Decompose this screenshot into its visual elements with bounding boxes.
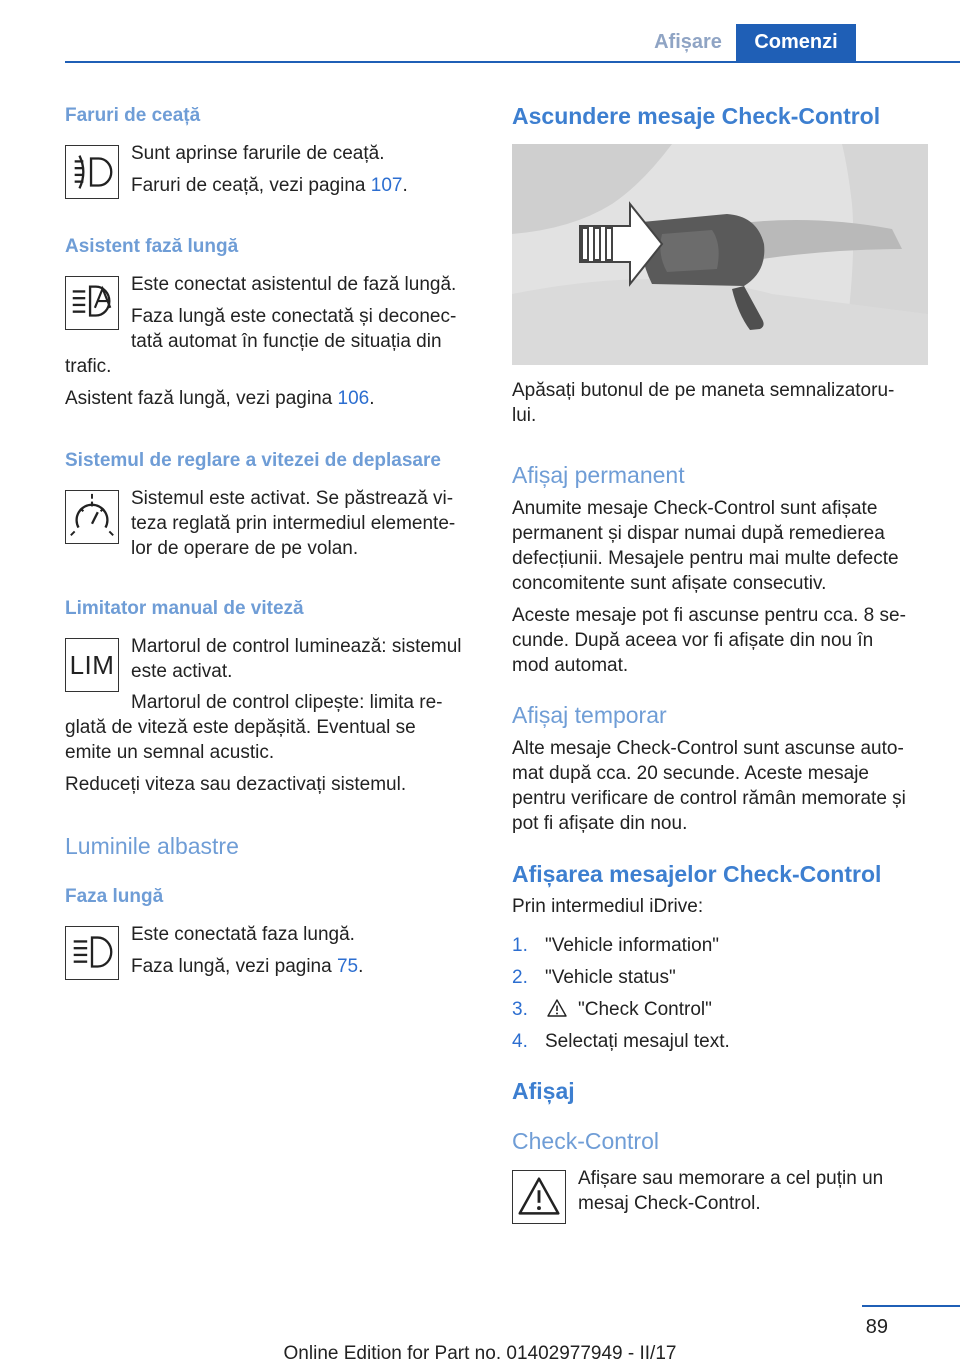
permanent-p1a: Anumite mesaje Check-Control sunt afișate (512, 498, 878, 519)
lim-icon (65, 638, 119, 692)
limiter-line1b: este activat. (131, 661, 233, 682)
limiter-line2b: glată de viteză este depășită. Eventual se (65, 717, 416, 738)
temporary-heading: Afișaj temporar (512, 702, 667, 728)
fog-page-link[interactable]: 107 (370, 175, 403, 196)
limiter-line2a: Martorul de control clipește: limita re- (131, 692, 443, 713)
cruise-line1b: teza reglată prin intermediul elemente- (131, 513, 456, 534)
hide-messages-heading: Ascundere mesaje Check-Control (512, 103, 881, 129)
check-control-heading: Check-Control (512, 1128, 659, 1154)
header-rule (65, 61, 960, 63)
temporary-p1d: pot fi afișate din nou. (512, 813, 688, 834)
edition-footer: Online Edition for Part no. 01402977949 - II/17 (283, 1343, 677, 1364)
highbeam-assist-line2c: trafic. (65, 356, 112, 377)
permanent-p1b: permanent și dispar numai după remedierea (512, 523, 885, 544)
temporary-p1b: mat după cca. 20 secunde. Aceste mesaje (512, 763, 869, 784)
step-3-number: 3. (512, 999, 528, 1020)
highbeam-page-link[interactable]: 75 (336, 956, 359, 977)
temporary-p1c: pentru verificare de control rămân memorate și (512, 788, 906, 809)
permanent-heading: Afișaj permanent (512, 462, 685, 488)
limiter-line2c: emite un semnal acustic. (65, 742, 275, 763)
permanent-p2b: cunde. După aceea vor fi afișate din nou în (512, 630, 874, 651)
fog-light-icon (65, 145, 119, 199)
check-control-warning-icon (512, 1170, 566, 1224)
lim-icon-text: LIM (69, 649, 115, 680)
temporary-p1a: Alte mesaje Check-Control sunt ascunse auto- (512, 738, 904, 759)
footer-rule (862, 1305, 960, 1307)
cruise-control-icon (65, 490, 119, 544)
blue-lights-heading: Luminile albastre (65, 833, 239, 859)
turn-signal-lever-photo (512, 144, 928, 365)
highbeam-assist-line2b: tată automat în funcție de situația din (131, 331, 442, 352)
highbeam-line2: Faza lungă, vezi pagina 75. (131, 956, 364, 977)
warning-triangle-icon (547, 998, 567, 1018)
tab-afisare[interactable]: Afișare (654, 31, 722, 53)
step-2-text: "Vehicle status" (545, 967, 676, 988)
highbeam-assist-page-link[interactable]: 106 (337, 388, 370, 409)
page-number: 89 (865, 1316, 888, 1338)
highbeam-heading: Faza lungă (65, 886, 164, 907)
step-4-text: Selectați mesajul text. (545, 1031, 730, 1052)
fog-line2: Faruri de ceață, vezi pagina 107. (131, 175, 408, 196)
step-2-number: 2. (512, 967, 528, 988)
cruise-line1c: lor de operare de pe volan. (131, 538, 359, 559)
step-3-text: "Check Control" (578, 999, 712, 1020)
highbeam-assist-line3: Asistent fază lungă, vezi pagina 106. (65, 388, 375, 409)
fog-heading: Faruri de ceață (65, 105, 201, 126)
cruise-line1a: Sistemul este activat. Se păstrează vi- (131, 488, 454, 509)
highbeam-line1: Este conectată faza lungă. (131, 924, 355, 945)
highbeam-assist-icon (65, 276, 119, 330)
step-1-text: "Vehicle information" (545, 935, 720, 956)
highbeam-assist-line2a: Faza lungă este conectată și deconec- (131, 306, 457, 327)
hide-caption-a: Apăsați butonul de pe maneta semnalizatoru- (512, 380, 895, 401)
permanent-p1c: defecțiunii. Mesajele pentru mai multe defecte (512, 548, 899, 569)
fog-line1: Sunt aprinse farurile de ceață. (131, 143, 385, 164)
permanent-p2a: Aceste mesaje pot fi ascunse pentru cca. 8 se- (512, 605, 906, 626)
step-1-number: 1. (512, 935, 528, 956)
step-4-number: 4. (512, 1031, 528, 1052)
permanent-p2c: mod automat. (512, 655, 629, 676)
permanent-p1d: concomitente sunt afișate consecutiv. (512, 573, 827, 594)
check-control-line1: Afișare sau memorare a cel puțin un (578, 1168, 884, 1189)
display-messages-heading: Afișarea mesajelor Check-Control (512, 861, 882, 887)
tab-comenzi[interactable]: Comenzi (736, 24, 856, 61)
highbeam-assist-heading: Asistent fază lungă (65, 236, 239, 257)
highbeam-icon (65, 926, 119, 980)
check-control-line2: mesaj Check-Control. (578, 1193, 761, 1214)
limiter-heading: Limitator manual de viteză (65, 598, 304, 619)
highbeam-assist-line1: Este conectat asistentul de fază lungă. (131, 274, 457, 295)
limiter-line3: Reduceți viteza sau dezactivați sistemul. (65, 774, 407, 795)
hide-caption-b: lui. (512, 405, 537, 426)
limiter-line1a: Martorul de control luminează: sistemul (131, 636, 462, 657)
display-heading: Afișaj (512, 1078, 575, 1104)
display-messages-intro: Prin intermediul iDrive: (512, 896, 704, 917)
cruise-heading: Sistemul de reglare a vitezei de deplasare (65, 450, 441, 471)
